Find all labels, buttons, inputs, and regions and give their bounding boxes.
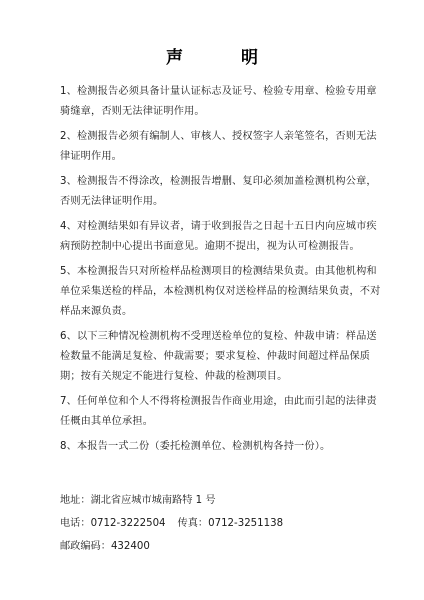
clause-8: 8、本报告一式二份（委托检测单位、检测机构各持一份）。 — [60, 441, 331, 452]
postcode-label: 邮政编码： — [60, 540, 111, 552]
address-row — [60, 489, 390, 512]
clause-5: 5、本检测报告只对所检样品检测项目的检测结果负责。由其他机构和单位采集送检的样品，本检测机构仅对送检样品的检测结果负责，不对样品来源负责。 — [60, 266, 381, 317]
clause-list — [60, 82, 386, 462]
phone-label: 电话： — [60, 517, 91, 529]
address-value: 湖北省应城市城南路特 1 号 — [90, 494, 216, 506]
phone-fax-row — [60, 512, 390, 535]
address-label: 地址： — [60, 494, 91, 506]
clause-3: 3、检测报告不得涂改，检测报告增删、复印必须加盖检测机构公章，否则无法律证明作用。 — [60, 176, 377, 207]
clause-7: 7、任何单位和个人不得将检测报告作商业用途，由此而引起的法律责任概由其单位承担。 — [60, 396, 377, 427]
clause-6: 6、以下三种情况检测机构不受理送检单位的复检、仲裁申请：样品送检数量不能满足复检、仲裁需要；要求复检、仲裁时间超过样品保质期；按有关规定不能进行复检、仲裁的检测项目。 — [60, 331, 377, 382]
phone-value: 0712-3222504 — [90, 517, 166, 529]
postcode-value: 432400 — [110, 540, 150, 552]
fax-value: 0712-3251138 — [208, 517, 284, 529]
contact-info — [60, 489, 390, 558]
postcode-row — [60, 535, 390, 558]
clause-2: 2、检测报告必须有编制人、审核人、授权签字人亲笔签名，否则无法律证明作用。 — [60, 131, 377, 162]
document-title: 声 明 — [166, 48, 284, 68]
clause-1: 1、检测报告必须具备计量认证标志及证号、检验专用章、检验专用章骑缝章，否则无法律证明作用。 — [60, 86, 377, 117]
fax-label: 传真： — [177, 517, 209, 529]
clause-4: 4、对检测结果如有异议者，请于收到报告之日起十五日内向应城市疾病预防控制中心提出书面意见。逾期不提出，视为认可检测报告。 — [60, 221, 377, 252]
